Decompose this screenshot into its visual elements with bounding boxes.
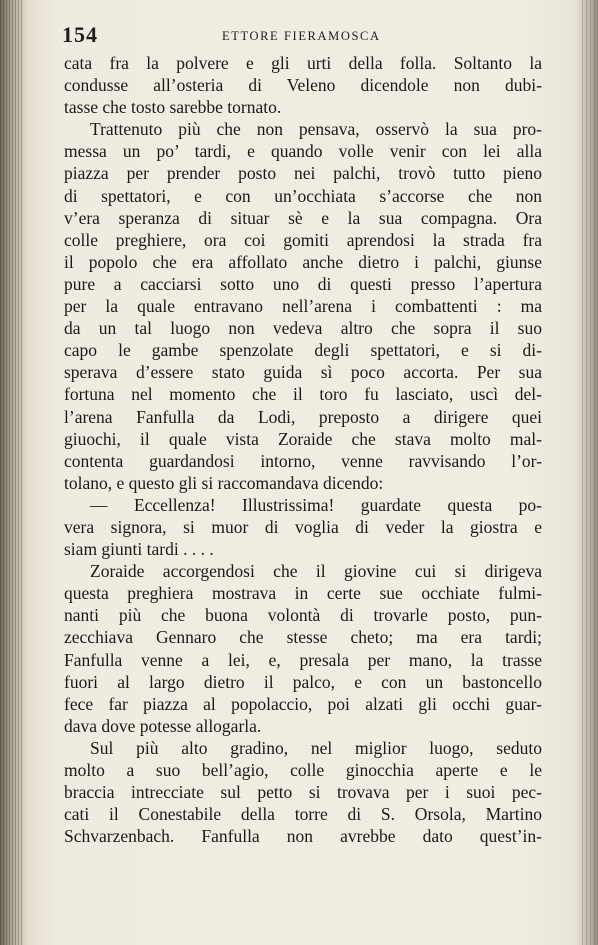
text-line: cati il Conestabile della torre di S. Orsola, Martino bbox=[64, 804, 542, 825]
page-edge bbox=[582, 0, 598, 945]
text-line: piazza per prender posto nei palchi, trovò tutto pieno bbox=[64, 163, 542, 184]
text-line: sperava d’essere stato guida sì poco accorta. Per sua bbox=[64, 362, 542, 383]
text-line: tasse che tosto sarebbe tornato. bbox=[64, 97, 282, 118]
page-spine-shadow bbox=[0, 0, 22, 945]
text-line: v’era speranza di situar sè e la sua compagna. Ora bbox=[64, 207, 542, 228]
text-line: l’arena Fanfulla da Lodi, preposto a dirigere quei bbox=[64, 406, 542, 427]
text-line: questa preghiera mostrava in certe sue occhiate fulmi- bbox=[64, 583, 542, 604]
text-line: tolano, e questo gli si raccomandava dicendo: bbox=[64, 472, 384, 493]
text-line: Zoraide accorgendosi che il giovine cui si dirigeva bbox=[90, 561, 542, 582]
text-line: braccia intrecciate sul petto si trovava per i suoi pec- bbox=[64, 782, 542, 803]
running-title: ETTORE FIERAMOSCA bbox=[222, 29, 381, 43]
page-header bbox=[62, 22, 542, 50]
text-line: contenta guardandosi intorno, venne ravvisando l’or- bbox=[64, 450, 542, 471]
text-line: dava dove potesse allogarla. bbox=[64, 715, 262, 736]
text-line: vera signora, si muor di voglia di veder la giostra e bbox=[64, 516, 542, 537]
text-line: Sul più alto gradino, nel miglior luogo, seduto bbox=[90, 737, 542, 758]
text-line: capo le gambe spenzolate degli spettatori, e si di- bbox=[64, 340, 542, 361]
text-line: di spettatori, e con un’occhiata s’accorse che non bbox=[64, 185, 542, 206]
text-line: cata fra la polvere e gli urti della folla. Soltanto la bbox=[64, 53, 542, 73]
text-line: zecchiava Gennaro che stesse cheto; ma era tardi; bbox=[64, 627, 542, 648]
text-line: fortuna nel momento che il toro fu lasciato, uscì del- bbox=[64, 384, 542, 405]
text-line: colle preghiere, ora coi gomiti aprendosi la strada fra bbox=[64, 229, 542, 250]
text-line: fece far piazza al popolaccio, poi alzati gli occhi guar- bbox=[64, 693, 542, 714]
text-line: condusse all’osteria di Veleno dicendole non dubi- bbox=[64, 75, 542, 96]
page-number: 154 bbox=[62, 22, 98, 47]
text-line: messa un po’ tardi, e quando volle venir con lei alla bbox=[64, 141, 542, 162]
text-line: fuori al largo dietro il palco, e con un bastoncello bbox=[64, 671, 542, 692]
text-line: — Eccellenza! Illustrissima! guardate questa po- bbox=[90, 494, 542, 515]
text-line: da un tal luogo non vedeva altro che sopra il suo bbox=[64, 318, 542, 339]
text-line: Fanfulla venne a lei, e, presala per mano, la trasse bbox=[64, 649, 542, 670]
text-line: nanti più che buona volontà di trovarle posto, pun- bbox=[64, 605, 542, 626]
body-text bbox=[64, 52, 542, 847]
text-line: siam giunti tardi . . . . bbox=[64, 539, 214, 560]
text-line: il popolo che era affollato anche dietro i palchi, giunse bbox=[64, 251, 542, 272]
text-line: giuochi, il quale vista Zoraide che stava molto mal- bbox=[64, 428, 542, 449]
text-line: molto a suo bell’agio, colle ginocchia aperte e le bbox=[64, 760, 542, 780]
text-line: per la quale entravano nell’arena i combattenti : ma bbox=[64, 296, 542, 317]
text-line: Schvarzenbach. Fanfulla non avrebbe dato quest’in- bbox=[64, 826, 542, 847]
text-line: pure a cacciarsi sotto uno di questi presso l’apertura bbox=[64, 273, 542, 294]
text-line: Trattenuto più che non pensava, osservò la sua pro- bbox=[90, 119, 542, 140]
